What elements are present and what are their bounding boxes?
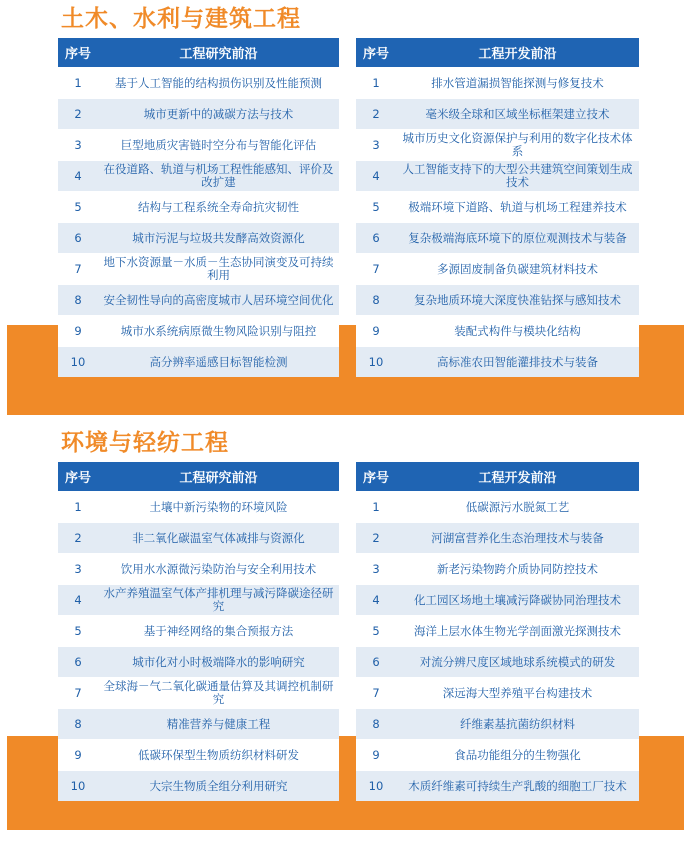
row-topic: 安全韧性导向的高密度城市人居环境空间优化 [98,285,339,316]
row-topic: 高标准农田智能灌排技术与装备 [396,347,639,378]
row-number: 2 [356,523,396,554]
row-number: 5 [58,616,98,647]
row-number: 7 [356,254,396,285]
row-topic: 海洋上层水体生物光学剖面激光探测技术 [396,616,639,647]
table-row [58,492,339,523]
row-topic: 城市化对小时极端降水的影响研究 [98,647,339,678]
row-number: 2 [58,99,98,130]
table-row [356,492,639,523]
row-number: 7 [58,254,98,285]
row-number: 10 [356,347,396,378]
row-number: 1 [58,68,98,99]
row-topic: 食品功能组分的生物强化 [396,740,639,771]
row-number: 3 [58,130,98,161]
table-header [356,462,639,492]
header-topic: 工程开发前沿 [396,38,639,68]
row-topic: 深远海大型养殖平台构建技术 [396,678,639,709]
row-topic: 非二氧化碳温室气体减排与资源化 [98,523,339,554]
table-row [58,68,339,99]
row-number: 4 [356,585,396,616]
row-topic: 复杂地质环境大深度快准钻探与感知技术 [396,285,639,316]
row-topic: 排水管道漏损智能探测与修复技术 [396,68,639,99]
table-row [356,616,639,647]
header-num: 序号 [58,38,98,68]
row-topic: 化工园区场地土壤减污降碳协同治理技术 [396,585,639,616]
row-number: 8 [58,709,98,740]
row-number: 1 [356,492,396,523]
table-row [356,223,639,254]
row-number: 1 [356,68,396,99]
row-topic: 全球海－气二氧化碳通量估算及其调控机制研究 [98,678,339,709]
row-number: 4 [356,161,396,192]
row-number: 3 [356,130,396,161]
table-row [356,678,639,709]
table-row [58,554,339,585]
section-title-environment: 环境与轻纺工程 [61,430,229,456]
row-topic: 基于神经网络的集合预报方法 [98,616,339,647]
table-row [356,99,639,130]
row-topic: 纤维素基抗菌纺织材料 [396,709,639,740]
row-topic: 新老污染物跨介质协同防控技术 [396,554,639,585]
table-row [356,130,639,161]
row-number: 4 [58,585,98,616]
table-row [356,254,639,285]
row-topic: 巨型地质灾害链时空分布与智能化评估 [98,130,339,161]
row-topic: 水产养殖温室气体产排机理与减污降碳途径研究 [98,585,339,616]
table-row [58,285,339,316]
row-topic: 对流分辨尺度区域地球系统模式的研发 [396,647,639,678]
row-topic: 大宗生物质全组分利用研究 [98,771,339,802]
row-number: 8 [356,285,396,316]
table-row [356,285,639,316]
table-row [58,709,339,740]
row-topic: 河湖富营养化生态治理技术与装备 [396,523,639,554]
row-topic: 结构与工程系统全寿命抗灾韧性 [98,192,339,223]
table-civil-research [58,38,339,377]
table-row [356,347,639,378]
table-row [58,647,339,678]
table-env-research [58,462,339,801]
table-row [356,740,639,771]
row-number: 5 [58,192,98,223]
row-number: 9 [356,316,396,347]
table-row [356,68,639,99]
table-row [356,709,639,740]
row-number: 2 [58,523,98,554]
table-row [58,254,339,285]
row-topic: 多源固废制备负碳建筑材料技术 [396,254,639,285]
row-topic: 地下水资源量－水质－生态协同演变及可持续利用 [98,254,339,285]
row-topic: 城市污泥与垃圾共发酵高效资源化 [98,223,339,254]
table-row [356,771,639,802]
row-topic: 饮用水水源微污染防治与安全利用技术 [98,554,339,585]
row-number: 7 [58,678,98,709]
table-row [58,161,339,192]
row-number: 10 [58,347,98,378]
header-num: 序号 [356,38,396,68]
table-row [58,678,339,709]
table-civil-development [356,38,639,377]
table-row [58,347,339,378]
row-topic: 高分辨率遥感目标智能检测 [98,347,339,378]
table-row [58,130,339,161]
row-topic: 基于人工智能的结构损伤识别及性能预测 [98,68,339,99]
table-env-development [356,462,639,801]
row-number: 8 [58,285,98,316]
row-number: 6 [58,647,98,678]
table-row [356,161,639,192]
row-number: 9 [356,740,396,771]
row-topic: 土壤中新污染物的环境风险 [98,492,339,523]
row-number: 2 [356,99,396,130]
table-row [58,316,339,347]
section-title-civil: 土木、水利与建筑工程 [61,6,301,32]
table-row [58,223,339,254]
row-number: 10 [356,771,396,802]
row-number: 6 [58,223,98,254]
row-number: 1 [58,492,98,523]
row-number: 9 [58,316,98,347]
row-number: 6 [356,223,396,254]
row-topic: 低碳源污水脱氮工艺 [396,492,639,523]
header-topic: 工程开发前沿 [396,462,639,492]
row-topic: 城市水系统病原微生物风险识别与阻控 [98,316,339,347]
row-topic: 极端环境下道路、轨道与机场工程建养技术 [396,192,639,223]
header-num: 序号 [58,462,98,492]
row-topic: 人工智能支持下的大型公共建筑空间策划生成技术 [396,161,639,192]
row-topic: 木质纤维素可持续生产乳酸的细胞工厂技术 [396,771,639,802]
row-number: 5 [356,192,396,223]
table-row [356,192,639,223]
table-row [58,99,339,130]
table-row [356,585,639,616]
table-row [356,647,639,678]
table-row [356,523,639,554]
row-number: 8 [356,709,396,740]
table-row [58,771,339,802]
table-header [58,38,339,68]
table-header [356,38,639,68]
row-topic: 复杂极端海底环境下的原位观测技术与装备 [396,223,639,254]
row-number: 3 [356,554,396,585]
row-number: 7 [356,678,396,709]
row-topic: 城市历史文化资源保护与利用的数字化技术体系 [396,130,639,161]
row-topic: 低碳环保型生物质纺织材料研发 [98,740,339,771]
table-row [356,554,639,585]
header-topic: 工程研究前沿 [98,462,339,492]
table-row [58,192,339,223]
row-number: 10 [58,771,98,802]
table-row [58,523,339,554]
row-number: 5 [356,616,396,647]
table-row [356,316,639,347]
row-number: 6 [356,647,396,678]
header-num: 序号 [356,462,396,492]
table-row [58,740,339,771]
table-row [58,616,339,647]
row-number: 9 [58,740,98,771]
row-topic: 毫米级全球和区域坐标框架建立技术 [396,99,639,130]
row-topic: 装配式构件与模块化结构 [396,316,639,347]
table-header [58,462,339,492]
table-row [58,585,339,616]
row-topic: 在役道路、轨道与机场工程性能感知、评价及改扩建 [98,161,339,192]
row-number: 4 [58,161,98,192]
row-number: 3 [58,554,98,585]
row-topic: 城市更新中的减碳方法与技术 [98,99,339,130]
row-topic: 精准营养与健康工程 [98,709,339,740]
header-topic: 工程研究前沿 [98,38,339,68]
